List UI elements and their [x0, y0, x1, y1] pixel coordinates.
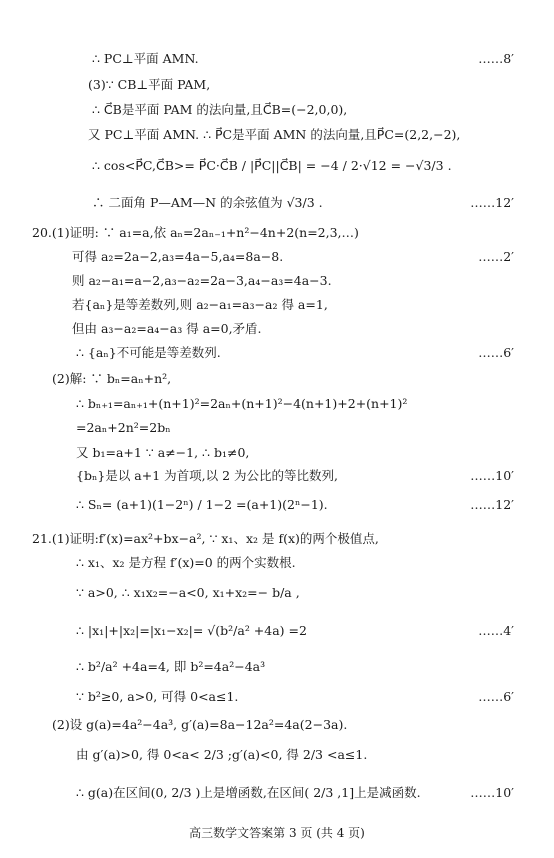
solution-line	[0, 415, 554, 441]
line-text: ∴ PC⊥平面 AMN.	[92, 51, 199, 66]
solution-line	[0, 220, 554, 246]
score-mark: ……12′	[470, 195, 514, 210]
solution-line	[0, 122, 554, 148]
solution-line	[0, 72, 554, 98]
solution-line	[0, 463, 554, 489]
solution-line	[0, 742, 554, 768]
solution-line	[0, 550, 554, 576]
line-text: (3)∵ CB⊥平面 PAM,	[88, 77, 211, 92]
line-text: ∴ 二面角 P—AM—N 的余弦值为 √3/3 .	[92, 195, 323, 210]
solution-line	[0, 580, 554, 606]
solution-line	[0, 292, 554, 318]
solution-line	[0, 618, 554, 644]
line-text: 由 g′(a)>0, 得 0<a< 2/3 ;g′(a)<0, 得 2/3 <a≤1.	[76, 747, 368, 762]
solution-line	[0, 780, 554, 806]
solution-line	[0, 190, 554, 216]
line-text: ∴ cos<P⃗C,C⃗B>= P⃗C·C⃗B / |P⃗C||C⃗B| = −4 / 2·√12 = −√3/3 .	[92, 158, 452, 173]
line-text: ∵ b²≥0, a>0, 可得 0<a≤1.	[76, 689, 239, 704]
solution-line	[0, 391, 554, 417]
solution-line	[0, 316, 554, 342]
solution-line	[0, 268, 554, 294]
line-text: =2aₙ+2n²=2bₙ	[76, 420, 171, 435]
solution-line	[0, 340, 554, 366]
line-text: ∴ Sₙ= (a+1)(1−2ⁿ) / 1−2 =(a+1)(2ⁿ−1).	[76, 497, 328, 512]
line-text: (2)解: ∵ bₙ=aₙ+n²,	[52, 371, 172, 386]
line-text: ∴ x₁、x₂ 是方程 f′(x)=0 的两个实数根.	[76, 555, 296, 570]
score-mark: ……10′	[470, 785, 514, 800]
solution-line	[0, 526, 554, 552]
line-text: ∴ b²/a² +4a=4, 即 b²=4a²−4a³	[76, 659, 266, 674]
line-text: ∵ a>0, ∴ x₁x₂=−a<0, x₁+x₂=− b/a ,	[76, 585, 300, 600]
line-text: {bₙ}是以 a+1 为首项,以 2 为公比的等比数列,	[76, 468, 338, 483]
solution-line	[0, 366, 554, 392]
score-mark: ……12′	[470, 497, 514, 512]
solution-line	[0, 97, 554, 123]
solution-line	[0, 712, 554, 738]
line-text: 但由 a₃−a₂=a₄−a₃ 得 a=0,矛盾.	[72, 321, 262, 336]
line-text: ∴ bₙ₊₁=aₙ₊₁+(n+1)²=2aₙ+(n+1)²−4(n+1)+2+(n+1)²	[76, 396, 408, 411]
score-mark: ……8′	[478, 51, 514, 66]
line-text: 又 b₁=a+1 ∵ a≠−1, ∴ b₁≠0,	[76, 445, 250, 460]
line-text: 21.(1)证明:f′(x)=ax²+bx−a², ∵ x₁、x₂ 是 f(x)的两个极值点,	[32, 531, 379, 546]
solution-line	[0, 244, 554, 270]
solution-line	[0, 684, 554, 710]
line-text: 又 PC⊥平面 AMN. ∴ P⃗C是平面 AMN 的法向量,且P⃗C=(2,2,−2),	[88, 127, 461, 142]
solution-line	[0, 492, 554, 518]
line-text: ∴ C⃗B是平面 PAM 的法向量,且C⃗B=(−2,0,0),	[92, 102, 348, 117]
line-text: ∴ {aₙ}不可能是等差数列.	[76, 345, 221, 360]
solution-line	[0, 153, 554, 179]
score-mark: ……6′	[478, 345, 514, 360]
score-mark: ……10′	[470, 468, 514, 483]
line-text: 则 a₂−a₁=a−2,a₃−a₂=2a−3,a₄−a₃=4a−3.	[72, 273, 332, 288]
line-text: 可得 a₂=2a−2,a₃=4a−5,a₄=8a−8.	[72, 249, 284, 264]
solution-line	[0, 46, 554, 72]
score-mark: ……4′	[478, 623, 514, 638]
page-footer: 高三数学文答案第 3 页 (共 4 页)	[189, 826, 365, 840]
line-text: ∴ g(a)在区间(0, 2/3 )上是增函数,在区间( 2/3 ,1]上是减函数.	[76, 785, 421, 800]
line-text: 若{aₙ}是等差数列,则 a₂−a₁=a₃−a₂ 得 a=1,	[72, 297, 328, 312]
score-mark: ……6′	[478, 689, 514, 704]
score-mark: ……2′	[478, 249, 514, 264]
line-text: (2)设 g(a)=4a²−4a³, g′(a)=8a−12a²=4a(2−3a).	[52, 717, 348, 732]
solution-line	[0, 654, 554, 680]
line-text: 20.(1)证明: ∵ a₁=a,依 aₙ=2aₙ₋₁+n²−4n+2(n=2,3,…)	[32, 225, 359, 240]
line-text: ∴ |x₁|+|x₂|=|x₁−x₂|= √(b²/a² +4a) =2	[76, 623, 307, 638]
